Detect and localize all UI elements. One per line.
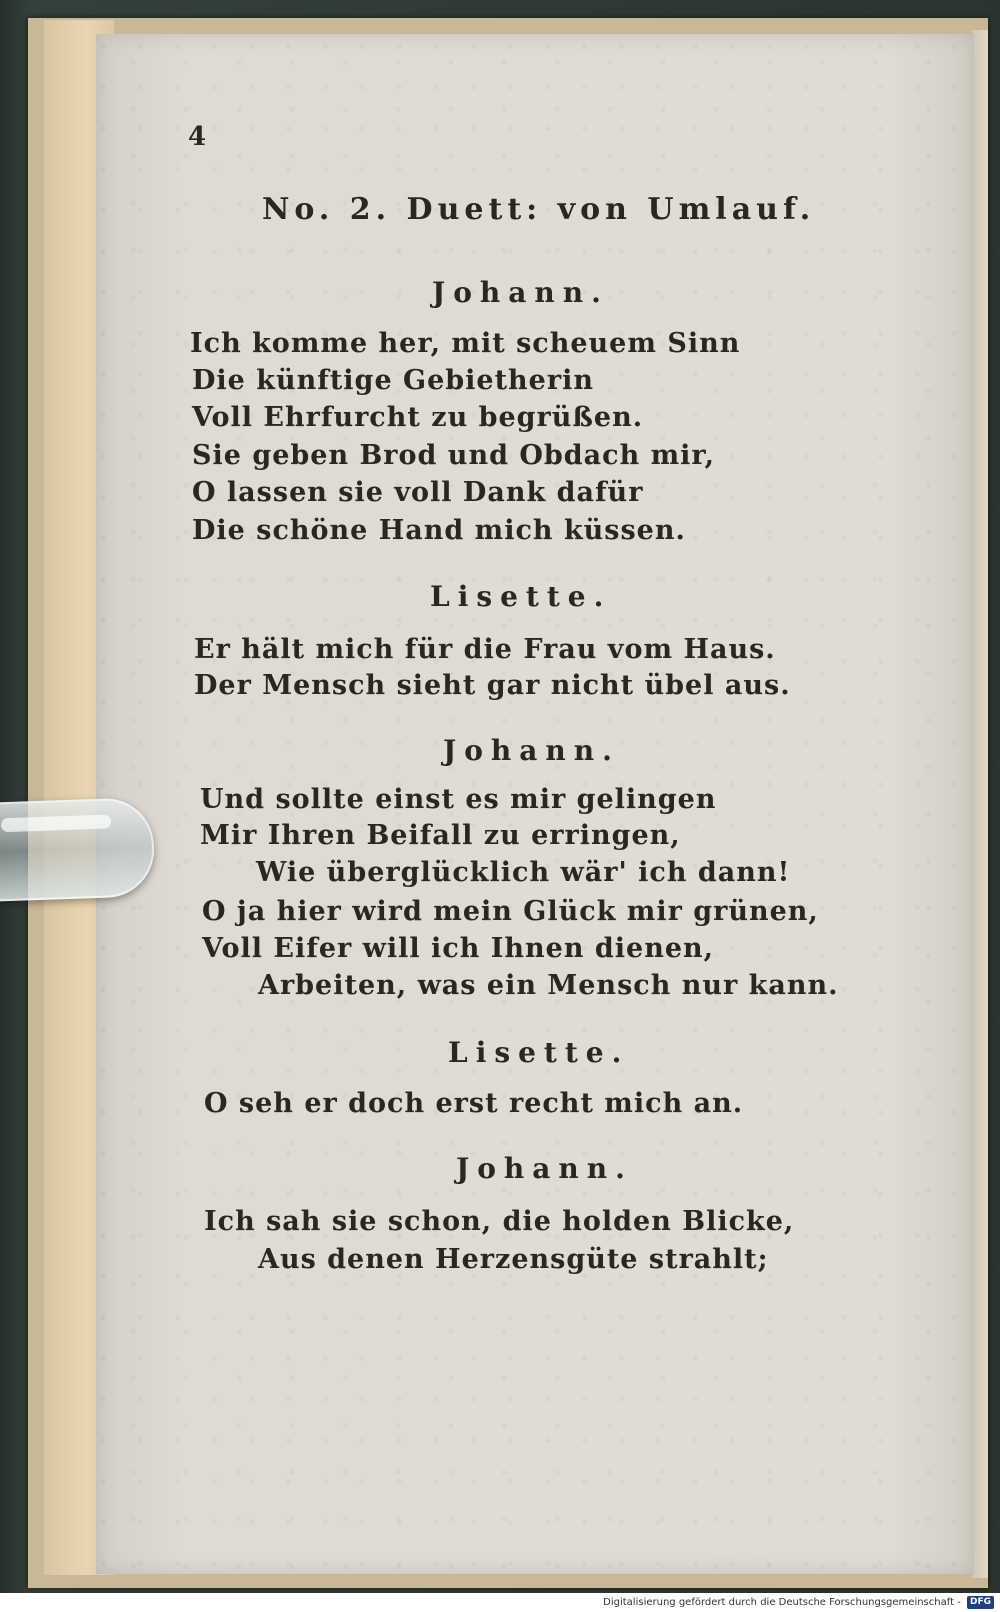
verse-line: Wie überglücklich wär' ich dann! bbox=[256, 857, 791, 888]
verse-line: O ja hier wird mein Glück mir grünen, bbox=[202, 896, 819, 927]
verse-line: Mir Ihren Beifall zu erringen, bbox=[200, 820, 681, 851]
verse-line: Arbeiten, was ein Mensch nur kann. bbox=[258, 970, 839, 1001]
verse-line: Und sollte einst es mir gelingen bbox=[200, 784, 717, 815]
speaker-heading: Johann. bbox=[456, 1152, 633, 1185]
verse-line: Die schöne Hand mich küssen. bbox=[192, 515, 686, 546]
verse-line: O lassen sie voll Dank dafür bbox=[192, 477, 644, 508]
speaker-heading: Johann. bbox=[443, 734, 620, 767]
page-title: No. 2. Duett: von Umlauf. bbox=[262, 192, 816, 227]
verse-line: Der Mensch sieht gar nicht übel aus. bbox=[194, 670, 791, 701]
verse-line: O seh er doch erst recht mich an. bbox=[204, 1088, 744, 1119]
digitization-footer bbox=[0, 1593, 1000, 1612]
verse-line: Ich komme her, mit scheuem Sinn bbox=[190, 328, 741, 359]
verse-line: Aus denen Herzensgüte strahlt; bbox=[258, 1244, 769, 1275]
verse-line: Voll Eifer will ich Ihnen dienen, bbox=[202, 933, 715, 964]
page-right-edge bbox=[972, 30, 988, 1578]
verse-line: Er hält mich für die Frau vom Haus. bbox=[194, 634, 776, 665]
page-holder-clip bbox=[0, 797, 156, 902]
dfg-logo-icon: DFG bbox=[967, 1596, 994, 1609]
speaker-heading: Lisette. bbox=[448, 1036, 630, 1069]
verse-line: Voll Ehrfurcht zu begrüßen. bbox=[192, 402, 644, 433]
clip-highlight bbox=[1, 814, 111, 832]
verse-line: Die künftige Gebietherin bbox=[192, 365, 594, 396]
verse-line: Sie geben Brod und Obdach mir, bbox=[192, 440, 716, 471]
speaker-heading: Johann. bbox=[432, 276, 609, 309]
verse-line: Ich sah sie schon, die holden Blicke, bbox=[204, 1206, 795, 1237]
page-number: 4 bbox=[188, 122, 207, 152]
speaker-heading: Lisette. bbox=[430, 580, 612, 613]
footer-text: Digitalisierung gefördert durch die Deutsche Forschungsgemeinschaft - bbox=[603, 1597, 961, 1608]
